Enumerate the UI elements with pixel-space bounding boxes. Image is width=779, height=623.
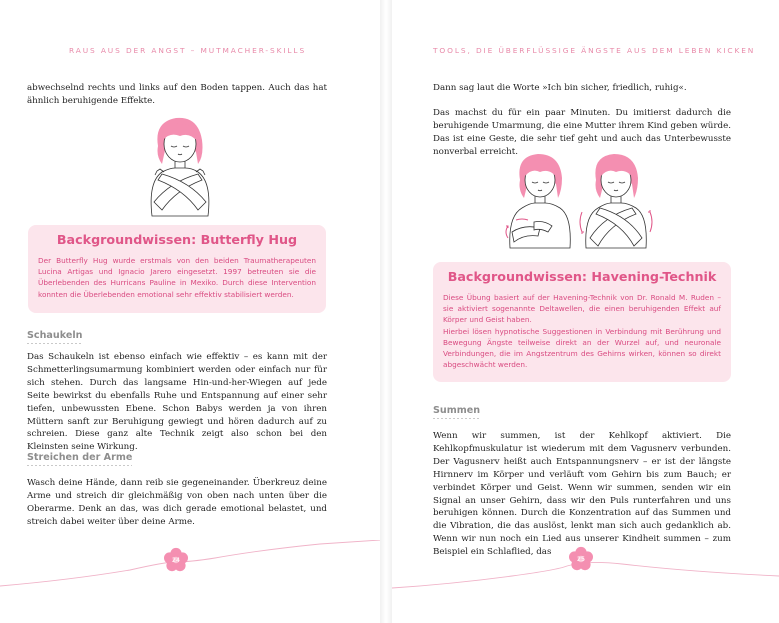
butterfly-hug-illustration — [140, 112, 220, 218]
infobox-body-1: Diese Übung basiert auf der Havening-Technik von Dr. Ronald M. Ruden – sie aktiviert sogenannte Deltawellen, die einen beruhigenden Effekt auf Körper und Geist haben. — [443, 293, 721, 325]
infobox-body-2: Hierbei lösen hypnotische Suggestionen in Verbindung mit Berührung und Bewegung Ängste teilweise direkt an der Wurzel auf, und neuronale Verbindungen, die im Angstzentrum des Gehirns wirken, können so direkt abgeschwächt werden. — [443, 326, 721, 370]
heading-streichen: Streichen der Arme — [27, 452, 132, 466]
infobox-title: Backgroundwissen: Butterfly Hug — [56, 232, 298, 247]
intro-text: abwechselnd rechts und links auf den Boden tappen. Auch das hat ähnlich beruhigende Effekte. — [27, 83, 327, 106]
running-head-right: TOOLS, DIE ÜBERFLÜSSIGE ÄNGSTE AUS DEM LEBEN KICKEN — [433, 46, 756, 55]
section-streichen — [27, 477, 327, 529]
left-page — [0, 0, 380, 623]
heading-summen: Summen — [433, 405, 480, 419]
page-number-badge — [568, 546, 594, 572]
havening-illustration — [504, 150, 664, 250]
heading-schaukeln: Schaukeln — [27, 330, 82, 344]
page-number-badge — [163, 547, 189, 573]
decorative-swoosh — [0, 540, 380, 590]
page-number: 24 — [171, 556, 181, 564]
section-summen-text: Wenn wir summen, ist der Kehlkopf aktiviert. Die Kehlkopfmuskulatur ist wiederum mit dem Vagusnerv verbunden. Der Vagusnerv heißt auch Entspannungsnerv – er ist der längste Hirnnerv im Körper und verläuft vom Gehirn bis zum Bauch; er verbindet Körper und Geist. Wenn wir summen, senden wir ein Signal an unser Gehirn, dass wir den Puls runterfahren und uns beruhigen können. Durch die Konzentration auf das Summen und die Vibration, die das auslöst, lenkt man sich auch gedanklich ab. Wenn wir nun noch ein Lied aus unserer Kindheit summen – zum Beispiel ein Schlaflied, das — [433, 431, 731, 558]
infobox-butterfly-hug — [28, 225, 326, 313]
section-streichen-text: Wasch deine Hände, dann reib sie gegeneinander. Überkreuz deine Arme und streich dir gleichmäßig von oben nach unten über die Oberarme. Denk an das, was dich gerade emotional belastet, und streich dabei weiter über deine Arme. — [27, 478, 327, 527]
right-para2-text: Das machst du für ein paar Minuten. Du imitierst dadurch die beruhigende Umarmung, die eine Mutter ihrem Kind geben würde. Das ist eine Geste, die sehr tief geht und auch das Unterbewusste nonverbal erreicht. — [433, 108, 731, 157]
right-page — [392, 0, 779, 623]
section-schaukeln — [27, 351, 327, 454]
right-para1-text: Dann sag laut die Worte »Ich bin sicher, friedlich, ruhig«. — [433, 83, 687, 93]
running-head-left: RAUS AUS DER ANGST – MUTMACHER-SKILLS — [69, 46, 307, 55]
section-schaukeln-text: Das Schaukeln ist ebenso einfach wie effektiv – es kann mit der Schmetterlingsumarmung kombiniert werden oder einfach nur für sich stehen. Durch das langsame Hin-und-her-Wiegen auf jede Seite bewirkst du ebenfalls Ruhe und Entspannung auf einer sehr tiefen, unbewussten Ebene. Schon Babys werden ja von ihren Müttern sanft zur Beruhigung gewiegt und hören dadurch auf zu schreien. Diese ganz alte Technik zeigt also schon bei den Kleinsten seine Wirkung. — [27, 352, 327, 453]
infobox-title: Backgroundwissen: Havening-Technik — [447, 269, 717, 284]
book-gutter — [380, 0, 392, 623]
page-number: 25 — [576, 555, 586, 563]
right-paragraph-1 — [433, 82, 731, 95]
intro-paragraph — [27, 82, 327, 108]
infobox-body: Der Butterfly Hug wurde erstmals von den beiden Traumatherapeuten Lucina Artigas und Ignacio Jarero eingesetzt. 1997 betreuten sie die Überlebenden des Hurricans Pauline in Mexiko. Durch diese Intervention konnten die Überlebenden emotional sehr effektiv stabilisiert werden. — [38, 256, 316, 299]
infobox-havening — [433, 262, 731, 382]
